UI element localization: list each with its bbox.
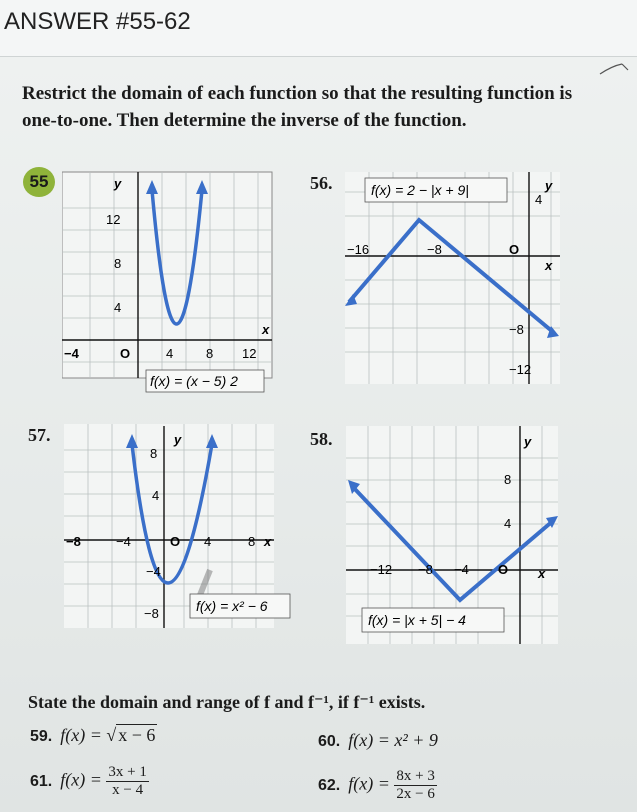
x-tick: 4 — [204, 534, 212, 549]
problem-60 — [318, 730, 438, 751]
function-label-55: f(x) = (x − 5) 2 — [150, 373, 238, 389]
fraction — [394, 768, 436, 803]
problem-number: 60. — [318, 733, 341, 750]
graph-56 — [345, 172, 567, 390]
y-tick: 4 — [114, 300, 122, 315]
x-axis-label: x — [545, 258, 553, 273]
x-tick: 8 — [206, 346, 214, 361]
x-tick: −8 — [418, 562, 433, 577]
x-tick: −8 — [66, 534, 81, 549]
page-title: ANSWER #55-62 — [4, 8, 191, 35]
problem-number: 61. — [30, 772, 53, 790]
x-tick: O — [498, 562, 509, 577]
y-tick: 8 — [114, 256, 122, 271]
problem-62 — [318, 768, 437, 803]
y-axis-label: y — [524, 434, 532, 449]
y-tick: 4 — [535, 192, 543, 207]
problem-56-number: 56. — [310, 173, 333, 193]
y-axis-label: y — [545, 178, 553, 193]
y-tick: −12 — [509, 362, 532, 377]
graph-55 — [62, 168, 274, 396]
header-bar — [0, 0, 637, 57]
problem-number: 59. — [30, 728, 53, 745]
y-axis-label: y — [114, 176, 122, 191]
x-tick: −12 — [370, 562, 393, 577]
y-tick: −4 — [146, 564, 161, 579]
x-tick: O — [120, 346, 131, 361]
instructions-text: Restrict the domain of each function so that the resulting function is one-to-one. Then determine the inverse of the function. — [22, 83, 573, 131]
problem-59: 59. f(x) = √ x − 6 — [30, 725, 156, 745]
x-tick: O — [509, 242, 520, 257]
y-tick: 8 — [504, 472, 512, 487]
numerator: 3x + 1 — [108, 764, 147, 780]
x-axis-label: x — [264, 534, 272, 549]
y-tick: 12 — [106, 212, 121, 227]
x-tick: −16 — [347, 242, 370, 257]
denominator: x − 4 — [112, 782, 144, 798]
function-lhs: f(x) = — [60, 725, 107, 745]
function-label-56: f(x) = 2 − |x + 9| — [371, 182, 469, 198]
problem-55-badge: 55 — [23, 167, 55, 197]
graph-58 — [346, 424, 568, 648]
fraction — [106, 764, 148, 799]
problem-61 — [30, 764, 149, 799]
pen-mark — [598, 60, 632, 78]
y-tick: 8 — [150, 446, 158, 461]
x-tick: −4 — [454, 562, 469, 577]
x-axis-label: x — [538, 566, 546, 581]
y-tick: −8 — [144, 606, 159, 621]
x-axis-label: x — [262, 322, 270, 337]
section-prompt: State the domain and range of f and f⁻¹, if f⁻¹ exists. — [28, 692, 426, 712]
x-tick: −8 — [427, 242, 442, 257]
denominator: 2x − 6 — [396, 786, 435, 802]
x-tick: 4 — [166, 346, 174, 361]
numerator: 8x + 3 — [396, 768, 435, 784]
x-tick: −4 — [116, 534, 131, 549]
y-tick: 4 — [504, 516, 512, 531]
graph-57 — [64, 422, 292, 632]
y-tick: −8 — [509, 322, 524, 337]
problem-number: 62. — [318, 776, 341, 794]
function-expression: f(x) = x² + 9 — [348, 730, 438, 750]
function-label-58: f(x) = |x + 5| − 4 — [368, 612, 466, 628]
x-tick: 12 — [242, 346, 257, 361]
x-tick: 8 — [248, 534, 256, 549]
problem-57-number: 57. — [28, 425, 51, 445]
radicand: x − 6 — [118, 725, 156, 745]
x-tick: −4 — [64, 346, 79, 361]
problem-58-number: 58. — [310, 429, 333, 449]
function-label-57: f(x) = x² − 6 — [196, 598, 268, 614]
y-axis-label: y — [174, 432, 182, 447]
function-lhs: f(x) = — [348, 773, 395, 794]
function-lhs: f(x) = — [60, 769, 107, 790]
x-tick: O — [170, 534, 181, 549]
y-tick: 4 — [152, 488, 160, 503]
